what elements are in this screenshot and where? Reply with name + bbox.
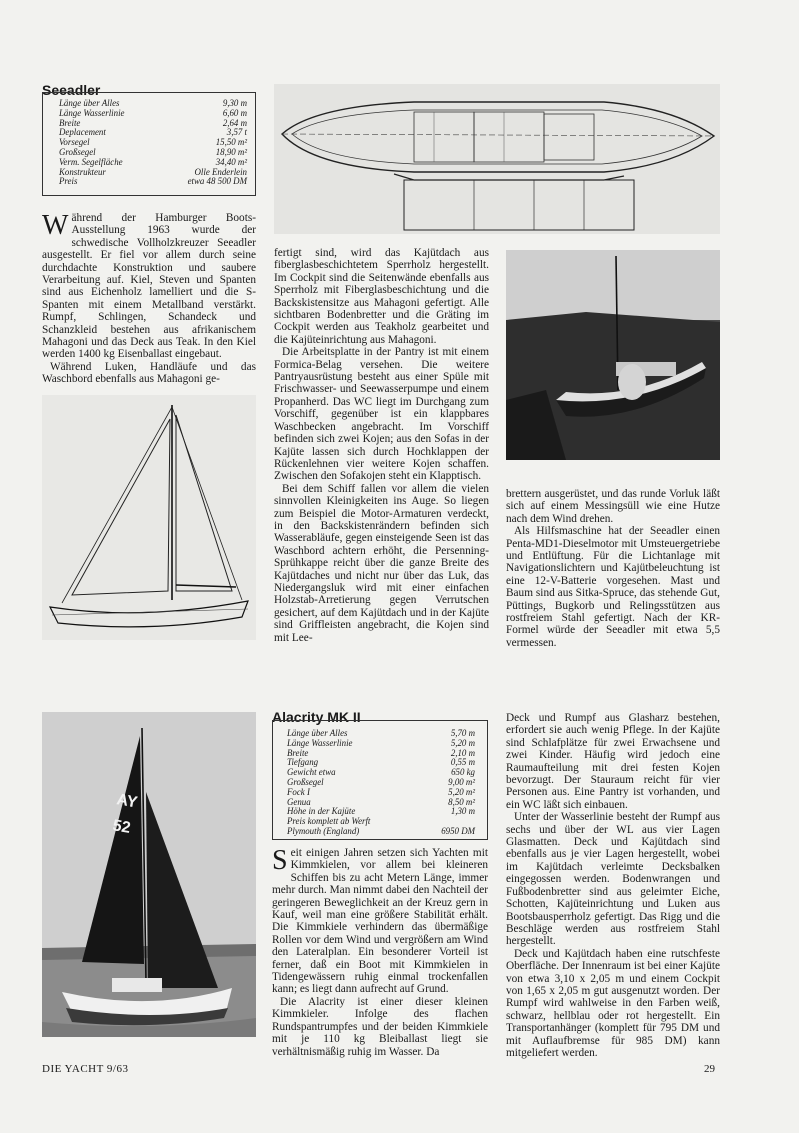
seeadler-spec-value: 15,50 m² <box>215 137 247 148</box>
alacrity-spec-value: 8,50 m² <box>448 796 475 807</box>
alacrity-spec-label: Genua <box>287 796 311 807</box>
alacrity-spec-value: 5,20 m² <box>448 786 475 797</box>
alacrity-spec-value: 650 kg <box>451 767 475 778</box>
seeadler-col1-p1: Während der Hamburger Boots-Ausstellung 1963 wurde der schwedische Vollholzkreuzer Seeadler ausgestellt. Er fiel vor allem durch seine durchdachte Konstruktion und saubere Verarbeitung auf. Kiel, Steven und Spanten sind aus Eichenholz lamelliert und die S-Spanten mit einem Metallband verstärkt. Rumpf, Schlingen, Schandeck und Schanzkleid bestehen aus afrikanischem Mahagoni und das Deck aus Teak. In den Kiel werden 1400 kg Eisenballast eingebaut. <box>42 210 256 361</box>
alacrity-col3-p3: Deck und Kajütdach haben eine rutschfeste Oberfläche. Der Innenraum ist bei einer Kajüte von etwa 3,10 x 2,05 m und einem Cockpit von 1,65 x 2,05 m gut ausgenutzt worden. Der Rumpf wird wahlweise in den Farben weiß, schwarz, hellblau oder rot hergestellt. Ein Transportanhänger (komplett für 795 DM und mit Auflaufbremse für 985 DM) kann mitgeliefert werden. <box>506 947 720 1059</box>
seeadler-spec-label: Vorsegel <box>59 137 90 148</box>
alacrity-spec-label: Gewicht etwa <box>287 767 336 778</box>
seeadler-spec-label: Großsegel <box>59 146 96 157</box>
alacrity-col2-p1: Seit einigen Jahren setzen sich Yachten mit Kimmkielen, vor allem bei kleineren Schiffen bis zu acht Metern Länge, immer mehr durch. Man nimmt dabei den Nachteil der geringeren Beweglichkeit an der Kreuz gern in Kauf, weil man eine größere Stabilität erhält. Die Kimmkiele verhindern das übermäßige Rollen vor dem Wind und vergrößern am Wind den Lateralplan. Ein besonderer Vorteil ist ferner, daß ein Boot mit Kimmkielen in Tidengewässern ruhig einmal trockenfallen kann; es liegt dann aufrecht auf Grund. <box>272 845 488 996</box>
alacrity-col3-p1: Deck und Rumpf aus Glasharz bestehen, erfordert sie auch wenig Pflege. In der Kajüte sind Schlafplätze für zwei Erwachsene und zwei Kinder. Häufig wird jedoch eine Raumaufteilung mit drei festen Kojen bevorzugt. Der Stauraum reicht für vier Personen aus. Eine Pantry ist vorhanden, und ein WC läßt sich einbauen. <box>506 712 720 811</box>
alacrity-spec-row <box>287 827 475 837</box>
alacrity-spec-label: Tiefgang <box>287 757 319 768</box>
seeadler-spec-value: 6,60 m <box>222 107 247 118</box>
alacrity-spec-label: Länge über Alles <box>287 728 348 738</box>
alacrity-spec-label: Höhe in der Kajüte <box>287 806 356 817</box>
seeadler-sail-plan <box>42 395 256 640</box>
seeadler-text-col2 <box>274 247 489 644</box>
alacrity-spec-table <box>287 729 475 837</box>
alacrity-spec-label: Fock I <box>287 786 310 797</box>
alacrity-spec-value: 9,00 m² <box>448 776 475 787</box>
alacrity-spec-value: 6950 DM <box>441 825 475 836</box>
seeadler-spec-value: 18,90 m² <box>215 146 247 157</box>
seeadler-spec-box <box>42 92 256 196</box>
alacrity-spec-box <box>272 720 488 840</box>
footer-page-number: 29 <box>704 1063 715 1075</box>
seeadler-col3-p1: brettern ausgerüstet, und das runde Vorluk läßt sich auf einem Messingsüll wie eine Hutze nach dem Wind drehen. <box>506 488 720 525</box>
footer-magazine-issue: DIE YACHT 9/63 <box>42 1063 129 1075</box>
alacrity-text-col2 <box>272 847 488 1058</box>
alacrity-spec-row <box>287 778 475 788</box>
seeadler-spec-value: 3,57 t <box>226 127 247 138</box>
sail-number-bottom: 52 <box>111 817 132 838</box>
seeadler-spec-value: 2,64 m <box>222 117 247 128</box>
seeadler-col2-p1: fertigt sind, wird das Kajütdach aus fiberglasbeschichtetem Sperrholz hergestellt. Im Cockpit sind die Seitenwände ebenfalls aus Sperrholz mit Fiberglasbeschichtung und die Backskistensitze aus Mahagoni gefertigt. Alle sichtbaren Bodenbretter und die Gräting im Cockpit werden aus Teakholz gearbeitet und die Kajüteinrichtung aus Mahagoni. <box>274 247 489 346</box>
seeadler-deck-plan <box>274 84 720 234</box>
seeadler-spec-label: Länge über Alles <box>59 98 120 108</box>
seeadler-col2-p2: Die Arbeitsplatte in der Pantry ist mit einem Formica-Belag versehen. Die weitere Pantryausrüstung besteht aus einer Spüle mit Frischwasser- und Seewasserpumpe und einem Propanherd. Das WC liegt im Durchgang zum Vorschiff, gegenüber ist ein klappbares Waschbecken angebracht. Im Vorschiff befinden sich zwei Kojen; aus den Sofas in der Kajüte lassen sich durch Hochklappen der Rückenlehnen vier weitere Kojen schaffen. Zwischen den Sofakojen steht ein Klapptisch. <box>274 346 489 483</box>
alacrity-spec-value: 1,30 m <box>450 806 475 817</box>
seeadler-spec-label: Verm. Segelfläche <box>59 156 123 167</box>
alacrity-text-col3 <box>506 712 720 1059</box>
alacrity-spec-row <box>287 788 475 798</box>
sail-number-top: AY <box>115 791 139 812</box>
seeadler-text-col1 <box>42 212 256 386</box>
seeadler-col3-p2: Als Hilfsmaschine hat der Seeadler einen Penta-MD1-Dieselmotor mit Umsteuergetriebe und Entlüftung. Für die Lichtanlage mit Navigationslichtern und Kajütbeleuchtung ist eine 12-V-Batterie vorgesehen. Mast und Baum sind aus Sitka-Spruce, das stehende Gut, Püttings, Bugkorb und Relingsstützen aus rostfreiem Stahl gefertigt. Nach der KR-Formel würde der Seeadler mit etwa 5,5 vermessen. <box>506 525 720 649</box>
seeadler-spec-label: Länge Wasserlinie <box>59 107 125 118</box>
alacrity-dropcap: S <box>272 845 288 876</box>
seeadler-spec-label: Preis <box>59 176 78 187</box>
alacrity-col3-p2: Unter der Wasserlinie besteht der Rumpf aus sechs und über der WL aus vier Lagen Glasmatten. Deck und Kajütdach sind ebenfalls aus je vier Lagen hergestellt, wobei im Kajütdach verleimte Decksbalken eingegossen werden. Bodenwrangen und Fußbodenbretter sind aus geleimter Eiche, Schotten, Kajüteinrichtung und Luken aus Bootsbausperrholz gefertigt. Das Rigg und die Beschläge werden aus rostfreiem Stahl hergestellt. <box>506 811 720 948</box>
alacrity-spec-label: Preis komplett ab Werft <box>287 816 371 827</box>
seeadler-spec-value: Olle Enderlein <box>194 166 247 177</box>
seeadler-text-col3 <box>506 488 720 649</box>
seeadler-spec-row <box>59 109 247 119</box>
seeadler-photo <box>506 250 720 460</box>
seeadler-spec-table <box>59 99 247 187</box>
seeadler-spec-label: Deplacement <box>59 127 106 138</box>
seeadler-col2-p3: Bei dem Schiff fallen vor allem die vielen sinnvollen Kleinigkeiten ins Auge. So liegen zum Beispiel die Motor-Armaturen verdeckt, in den Backskistenrändern befinden sich Wasserabläufe, gegen einsteigende Seen ist das Waschbord achtern erhöht, die Persenning-Sprühkappe reicht über die ganze Breite des Kajütdaches und nicht nur über das Luk, das Niedergangsluk wird mit einer einfachen Holzstab-Arretierung gegen Verrutschen gesichert, auf dem Kajütdach und in der Kajüte sind Griffleisten angebracht, die Kojen sind mit Lee- <box>274 482 489 644</box>
seeadler-spec-value: 9,30 m <box>222 98 247 108</box>
seeadler-spec-value: 34,40 m² <box>215 156 247 167</box>
alacrity-spec-value: 5,20 m <box>450 737 475 748</box>
alacrity-spec-label: Großsegel <box>287 776 324 787</box>
seeadler-spec-value: etwa 48 500 DM <box>187 176 247 187</box>
seeadler-spec-label: Breite <box>59 117 81 128</box>
alacrity-photo <box>42 712 256 1037</box>
seeadler-dropcap: W <box>42 210 69 241</box>
alacrity-spec-label: Länge Wasserlinie <box>287 737 353 748</box>
alacrity-spec-value: 2,10 m <box>450 747 475 758</box>
alacrity-title: Alacrity MK II <box>272 709 365 725</box>
seeadler-spec-row <box>59 177 247 187</box>
alacrity-spec-label: Plymouth (England) <box>287 825 360 836</box>
alacrity-spec-value: 0,55 m <box>450 757 475 768</box>
seeadler-title: Seeadler <box>42 82 104 98</box>
alacrity-col2-p2: Die Alacrity ist einer dieser kleinen Kimmkieler. Infolge des flachen Rundspantrumpfes und der beiden Kimmkiele mit je 110 kg Bleiballast liegt sie verhältnismäßig ruhig im Wasser. Da <box>272 995 488 1058</box>
alacrity-spec-value: 5,70 m <box>450 728 475 738</box>
alacrity-spec-label: Breite <box>287 747 309 758</box>
alacrity-spec-row <box>287 739 475 749</box>
seeadler-col1-p2: Während Luken, Handläufe und das Waschbord ebenfalls aus Mahagoni ge- <box>42 360 256 386</box>
seeadler-spec-label: Konstrukteur <box>59 166 106 177</box>
